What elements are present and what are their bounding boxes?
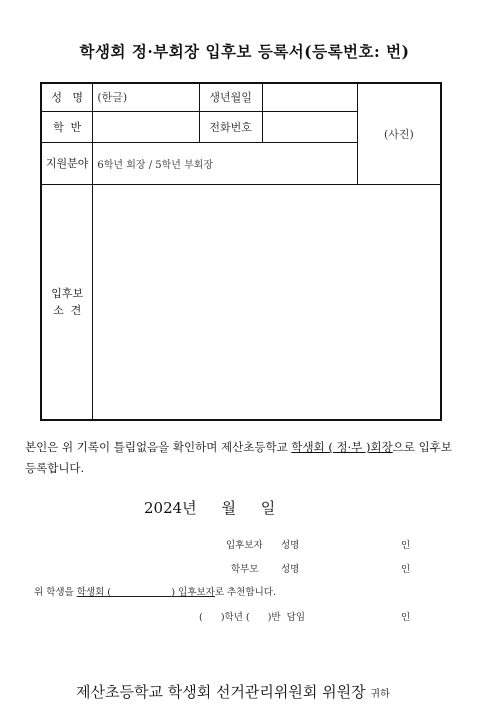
- recommend-pre: 위 학생을: [34, 587, 77, 598]
- class-field[interactable]: [93, 111, 199, 142]
- name-field[interactable]: [93, 83, 199, 111]
- parent-label: 학부모: [231, 564, 259, 575]
- field-label: 지원분야: [41, 142, 93, 184]
- candidate-seal: 인: [401, 540, 411, 551]
- recommend-post: 로 추천합니다.: [214, 587, 276, 598]
- confirmation-paragraph: [25, 437, 465, 479]
- class-label: 학 반: [41, 111, 93, 142]
- field-value: 6학년 회장 / 5학년 부회장: [93, 142, 358, 184]
- document-title: 학생회 정·부회장 입후보 등록서(등록번호: 번): [79, 42, 410, 61]
- date-year: 2024년: [144, 499, 197, 517]
- candidate-label: 입후보자: [226, 540, 263, 551]
- name-hint: (한글): [97, 91, 128, 105]
- statement-label-line2: 소 견: [53, 303, 82, 317]
- parent-name-label: 성명: [281, 564, 300, 575]
- footer-addressee: [76, 681, 390, 702]
- paragraph-part2: 으로 입후보 등록합니다.: [25, 440, 452, 475]
- paragraph-underlined: 학생회 ( 정·부 )회장: [291, 440, 393, 454]
- statement-label: [41, 184, 93, 420]
- footer-suffix: 귀하: [370, 689, 390, 700]
- footer-text: 제산초등학교 학생회 선거관리위원회 위원장: [76, 683, 366, 701]
- teacher-line: ( )학년 ( )반 담임: [199, 612, 306, 623]
- recommend-blank: [111, 587, 171, 598]
- date-day: 일: [260, 499, 276, 517]
- candidate-name-label: 성명: [281, 540, 300, 551]
- recommend-underline-1: 학생회 (: [76, 587, 112, 598]
- date-line: [144, 497, 275, 518]
- phone-label: 전화번호: [199, 111, 262, 142]
- registration-form-table: [40, 82, 442, 421]
- photo-label: (사진): [384, 127, 414, 141]
- photo-box: [357, 83, 441, 184]
- recommend-underline-2: ) 입후보자: [171, 587, 215, 598]
- teacher-seal: 인: [401, 612, 411, 623]
- name-label: 성 명: [41, 83, 93, 111]
- birth-label: 생년월일: [199, 83, 262, 111]
- date-month: 월: [221, 499, 236, 517]
- recommend-line: [34, 584, 276, 598]
- paragraph-part1: 본인은 위 기록이 틀림없음을 확인하며 제산초등학교: [25, 440, 292, 454]
- birth-field[interactable]: [262, 83, 357, 111]
- parent-seal: 인: [401, 564, 411, 575]
- statement-label-line1: 입후보: [51, 286, 84, 300]
- phone-field[interactable]: [262, 111, 357, 142]
- statement-field[interactable]: [93, 184, 441, 420]
